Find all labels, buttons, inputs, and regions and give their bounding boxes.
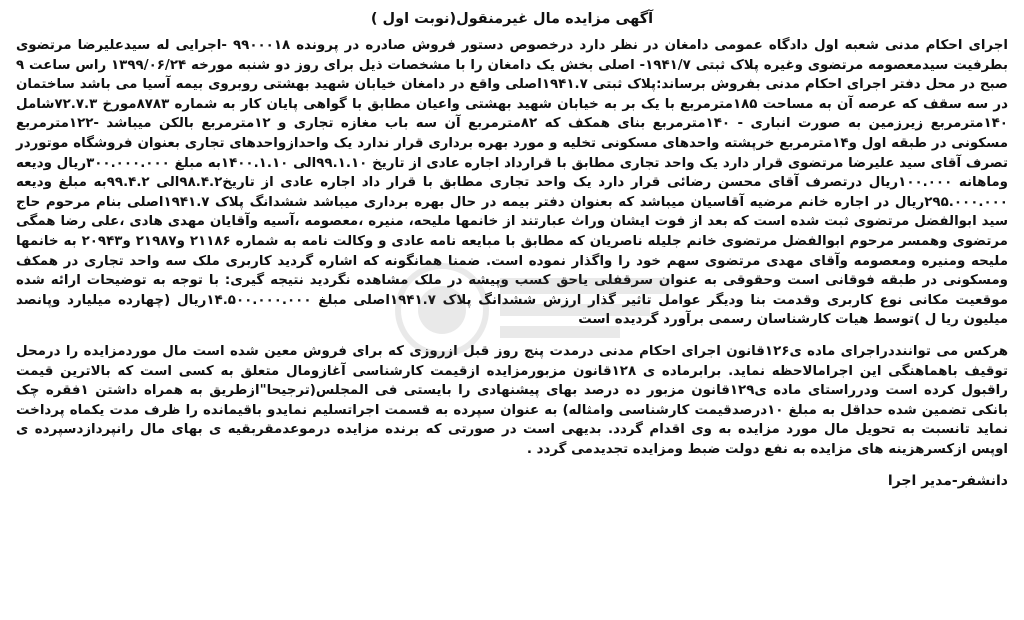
notice-paragraph-details: اجرای احکام مدنی شعبه اول دادگاه عمومی دامغان در نظر دارد درخصوص دستور فروش صادره در پرونده ۹۹۰۰۰۱۸ -اجرایی له سیدعلیرضا مرتضوی بطرفیت سیدمعصومه مرتضوی وغیره پلاک ثبتی ۱۹۴۱/۷- اصلی بخش یک دامغان را با مشخصات ذیل برای روز دو شنبه مورخه ۱۳۹۹/۰۶/۲۴ راس ساعت ۹ صبح در محل دفتر اجرای احکام مدنی بفروش برساند:پلاک ثبتی ۱۹۴۱.۷اصلی واقع در دامغان خیابان شهید بهشتی روبروی بیمه آسیا می باشد ساختمان در سه سقف که عرصه آن به مساحت ۱۸۵مترمربع با یک بر به خیابان شهید بهشتی واعیان مطابق با گواهی پایان کار به شماره ۸۷۸۳مورخ ۷۲.۷.۳شامل ۱۴۰مترمربع زیرزمین به صورت انباری - ۱۴۰مترمربع بنای همکف که ۸۲مترمربع آن سه باب مغازه تجاری و ۱۲مترمربع بالکن میباشد -۱۲۲مترمربع مسکونی در طبقه اول و۱۴مترمربع خرپشته واحدهای مسکونی تخلیه و مورد بهره برداری قرار ندارد یک واحدازواحدهای تجاری بعنوان فروشگاه موتوردر تصرف آقای سید علیرضا مرتضوی قرار دارد یک واحد تجاری مطابق با قرارداد اجاره عادی از تاریخ ۹۹.۱.۱۰الی ۱۴۰۰.۱.۱۰به مبلغ ۳۰۰.۰۰۰.۰۰۰ریال ودیعه وماهانه ۱۰۰.۰۰۰ریال درتصرف آقای محسن رضائی قرار دارد یک واحد تجاری مطابق با قرار داد اجاره عادی از تاریخ۹۸.۴.۲الی ۹۹.۴.۲به مبلغ ودیعه ۲۹۵.۰۰۰.۰۰۰ریال در اجاره خانم مرضیه آقاسیان میباشد که بعنوان دفتر بیمه در حال بهره برداری میباشد ششدانگ پلاک ۱۹۴۱.۷اصلی بنام مرحوم حاج سید ابوالفضل مرتضوی ثبت شده است که بعد از فوت ایشان وراث عبارتند از خانمها ملیحه، منیره ،معصومه ،آسیه وآقایان مهدی هادی ،علی رضا همگی مرتضوی وهمسر مرحوم ابوالفضل مرتضوی خانم جلیله ناصریان که مطابق با مبایعه نامه عادی و وکالت نامه به شماره ۲۱۱۸۶ و۲۱۹۸۷ و۲۰۹۴۳ به خانمها ملیحه ومنیره ومعصومه وآقای مهدی مرتضوی سهم خود را واگذار نموده است. ضمنا همانگونه که اشاره گردید کاربری ملک سه واحد تجاری در همکف ومسکونی در طبقه فوقانی است وحقوقی به عنوان سرقفلی یاحق کسب وپیشه در ملک مشاهده نگردید نتیجه گیری: با توجه به توضیحات ارائه شده موقعیت مکانی نوع کاربری وقدمت بنا ودیگر عوامل تاثیر گذار ارزش ششدانگ پلاک ۱۹۴۱.۷اصلی مبلغ ۱۴.۵۰۰.۰۰۰.۰۰۰ریال (چهارده میلیارد وپانصد میلیون ریا ل )توسط هیات کارشناسان رسمی برآورد گردیده است: [16, 38, 1009, 328]
signature-line: دانشفر-مدیر اجرا: [887, 473, 1008, 490]
notice-title: آگهی مزایده مال غیرمنقول(نوبت اول ): [370, 11, 654, 27]
notice-paragraph-terms: هرکس می تواننددراجرای ماده ی۱۲۶قانون اجرای احکام مدنی درمدت پنج روز قبل ازروزی که برای فروش معین شده است مال موردمزایده را درمحل توقیف باهماهنگی این اجرامالاحظه نماید. برابرماده ی ۱۲۸قانون مزبورمزایده ازقیمت کارشناسی آغازومال متعلق به کسی است که بالاترین قیمت راقبول کرده است ودرراستای ماده ی۱۲۹قانون مزبور ده درصد بهای پیشنهادی را بایستی فی المجلس(ترجیحا"ازطریق به همراه داشتن ۱فقره چک بانکی تضمین شده حداقل به مبلغ ۱۰درصدقیمت کارشناسی وامثاله) به عنوان سپرده به قسمت اجراتسلیم نمایدو باقیمانده را ظرف مدت یکماه پرداخت نماید تانسبت به تحویل مال مورد مزایده به وی اقدام گردد. بدیهی است در صورتی که برنده مزایده درموعدمقربقیه ی بهای مال رانپردازدسپرده ی اوپس ازکسرهزینه های مزایده به نفع دولت ضبط ومزایده تجدیدمی گردد .: [16, 343, 1009, 457]
